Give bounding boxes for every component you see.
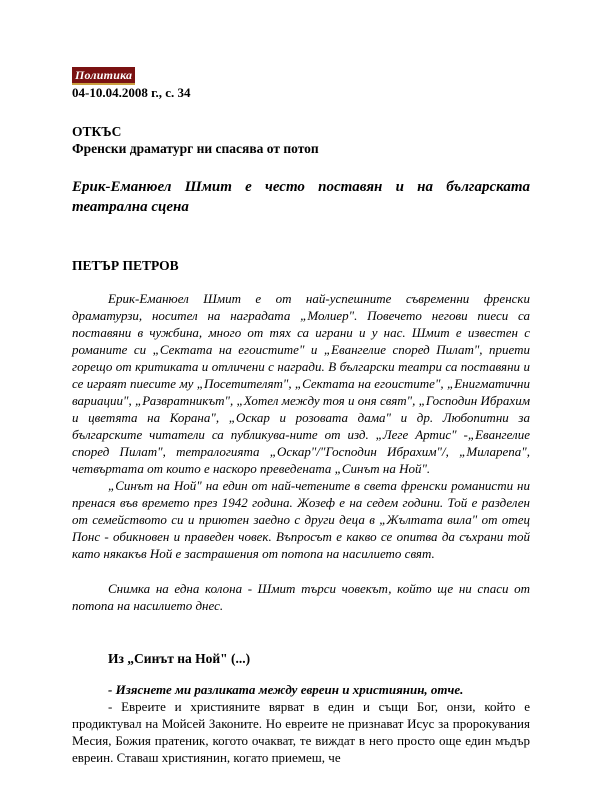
newspaper-logo: Политика xyxy=(72,67,135,85)
section-label: ОТКЪС xyxy=(72,124,122,139)
body-paragraph-2: „Синът на Ной" на един от най-четените в света френски романисти ни пренася във времето през 1942 година. Жозеф е на седем години. Той е разделен от семейството си и приютен заедно с други деца в „Жълтата вила" от отец Понс - обикновен и праведен човек. Въпросът е какво се опитва да съхрани той като някакъв Ной е застрашения от потопа на насилието свят. xyxy=(72,478,530,561)
excerpt-title: Из „Синът на Ной" (...) xyxy=(108,651,251,666)
excerpt-answer: - Евреите и християните вярват в един и същи Бог, онзи, който е продиктувал на Мойсей Законите. Но евреите не признават Исус за пророкувания Месия, Божия пратеник, когото очакват, те виждат в него просто още един мъдър евреин. Ставаш християнин, когато приемеш, че xyxy=(72,699,530,765)
article-title: Френски драматург ни спасява от потоп xyxy=(72,141,319,156)
body-paragraph-1: Ерик-Еманюел Шмит е от най-успешните съвременни френски драматурзи, носител на наградата „Молиер". Повечето негови пиеси са поставяни в чужбина, много от тях са играни и у нас. Шмит е известен с романите си „Сектата на егоистите" и „Евангелие според Пилат", приети горещо от критиката и отличени с награди. В български театри са поставяни и се играят пиесите му „Посетителят", „Сектата на егоистите", „Енигматични вариации", „Развратникът", „Хотел между тоя и оня свят", „Господин Ибрахим и цветята на Корана", „Оскар и розовата дама" и др. Любопитни за българските читатели са публикува-ните от изд. „Леге Артис" -„Евангелие според Пилат", тетралогията „Оскар"/"Господин Ибрахим"/, „Миларепа", четвъртата от които е наскоро преведената „Синът на Ной". xyxy=(72,291,530,476)
article-subtitle: Ерик-Еманюел Шмит е често поставян и на българската театрална сцена xyxy=(72,179,530,215)
publication-date: 04-10.04.2008 г., с. 34 xyxy=(72,85,191,100)
author-name: ПЕТЪР ПЕТРОВ xyxy=(72,258,179,273)
photo-caption: Снимка на една колона - Шмит търси човекът, който ще ни спаси от потопа на насилието днес. xyxy=(72,581,530,613)
document-page xyxy=(72,66,530,766)
excerpt-question: - Изяснете ми разликата между евреин и християнин, отче. xyxy=(108,682,464,697)
